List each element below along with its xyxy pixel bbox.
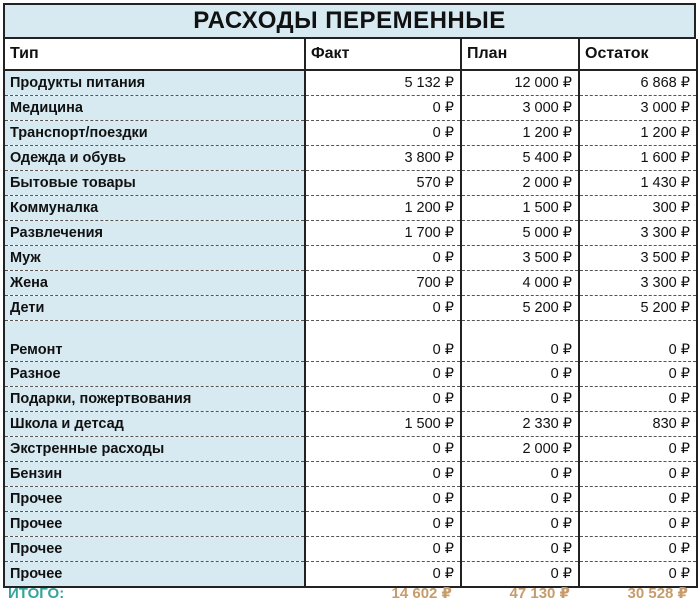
table-row (4, 221, 697, 246)
cell-fact[interactable]: 0 ₽ (305, 437, 461, 462)
expenses-table (3, 39, 698, 588)
table-row (4, 512, 697, 537)
cell-rest[interactable]: 0 ₽ (579, 537, 697, 562)
cell-rest[interactable]: 300 ₽ (579, 196, 697, 221)
cell-fact[interactable]: 1 200 ₽ (305, 196, 461, 221)
cell-fact[interactable]: 0 ₽ (305, 321, 461, 362)
total-label: ИТОГО: (8, 584, 65, 602)
cell-fact[interactable]: 5 132 ₽ (305, 70, 461, 96)
cell-rest[interactable]: 6 868 ₽ (579, 70, 697, 96)
table-row (4, 96, 697, 121)
cell-type[interactable]: Коммуналка (4, 196, 305, 221)
table-row (4, 296, 697, 321)
table-row (4, 146, 697, 171)
cell-type[interactable]: Прочее (4, 487, 305, 512)
cell-rest[interactable]: 0 ₽ (579, 462, 697, 487)
cell-rest[interactable]: 3 000 ₽ (579, 96, 697, 121)
table-row (4, 321, 697, 362)
cell-plan[interactable]: 1 500 ₽ (461, 196, 579, 221)
total-rest[interactable]: 30 528 ₽ (627, 585, 688, 602)
cell-fact[interactable]: 0 ₽ (305, 121, 461, 146)
cell-fact[interactable]: 0 ₽ (305, 96, 461, 121)
table-row (4, 437, 697, 462)
cell-plan[interactable]: 0 ₽ (461, 462, 579, 487)
cell-type[interactable]: Подарки, пожертвования (4, 387, 305, 412)
cell-plan[interactable]: 3 000 ₽ (461, 96, 579, 121)
cell-type[interactable]: Транспорт/поездки (4, 121, 305, 146)
cell-plan[interactable]: 0 ₽ (461, 512, 579, 537)
cell-fact[interactable]: 0 ₽ (305, 387, 461, 412)
cell-fact[interactable]: 1 500 ₽ (305, 412, 461, 437)
cell-plan[interactable]: 0 ₽ (461, 537, 579, 562)
cell-plan[interactable]: 12 000 ₽ (461, 70, 579, 96)
total-plan[interactable]: 47 130 ₽ (509, 585, 570, 602)
table-row (4, 246, 697, 271)
cell-rest[interactable]: 3 300 ₽ (579, 221, 697, 246)
cell-rest[interactable]: 1 600 ₽ (579, 146, 697, 171)
cell-fact[interactable]: 0 ₽ (305, 296, 461, 321)
cell-plan[interactable]: 0 ₽ (461, 387, 579, 412)
cell-type[interactable]: Экстренные расходы (4, 437, 305, 462)
table-row (4, 196, 697, 221)
cell-plan[interactable]: 3 500 ₽ (461, 246, 579, 271)
cell-rest[interactable]: 0 ₽ (579, 321, 697, 362)
table-row (4, 121, 697, 146)
sheet-title: РАСХОДЫ ПЕРЕМЕННЫЕ (3, 3, 696, 39)
cell-rest[interactable]: 3 300 ₽ (579, 271, 697, 296)
cell-plan[interactable]: 0 ₽ (461, 321, 579, 362)
cell-type[interactable]: Муж (4, 246, 305, 271)
cell-type[interactable]: Медицина (4, 96, 305, 121)
cell-plan[interactable]: 5 000 ₽ (461, 221, 579, 246)
table-row (4, 70, 697, 96)
column-header-type[interactable]: Тип (4, 39, 305, 70)
table-row (4, 271, 697, 296)
cell-fact[interactable]: 1 700 ₽ (305, 221, 461, 246)
cell-rest[interactable]: 0 ₽ (579, 487, 697, 512)
cell-plan[interactable]: 5 200 ₽ (461, 296, 579, 321)
cell-type[interactable]: Бензин (4, 462, 305, 487)
cell-type[interactable]: Прочее (4, 537, 305, 562)
cell-rest[interactable]: 0 ₽ (579, 437, 697, 462)
cell-rest[interactable]: 1 200 ₽ (579, 121, 697, 146)
cell-fact[interactable]: 0 ₽ (305, 512, 461, 537)
cell-fact[interactable]: 3 800 ₽ (305, 146, 461, 171)
table-row (4, 171, 697, 196)
cell-type[interactable]: Прочее (4, 562, 305, 588)
cell-plan[interactable]: 5 400 ₽ (461, 146, 579, 171)
cell-type[interactable]: Продукты питания (4, 70, 305, 96)
table-row (4, 537, 697, 562)
cell-plan[interactable]: 0 ₽ (461, 487, 579, 512)
cell-type[interactable]: Жена (4, 271, 305, 296)
cell-type[interactable]: Развлечения (4, 221, 305, 246)
table-row (4, 412, 697, 437)
cell-plan[interactable]: 0 ₽ (461, 562, 579, 588)
cell-rest[interactable]: 0 ₽ (579, 562, 697, 588)
cell-rest[interactable]: 3 500 ₽ (579, 246, 697, 271)
cell-rest[interactable]: 0 ₽ (579, 387, 697, 412)
cell-rest[interactable]: 5 200 ₽ (579, 296, 697, 321)
cell-plan[interactable]: 2 000 ₽ (461, 171, 579, 196)
cell-fact[interactable]: 0 ₽ (305, 362, 461, 387)
cell-plan[interactable]: 1 200 ₽ (461, 121, 579, 146)
cell-plan[interactable]: 4 000 ₽ (461, 271, 579, 296)
cell-plan[interactable]: 0 ₽ (461, 362, 579, 387)
cell-type[interactable]: Школа и детсад (4, 412, 305, 437)
cell-fact[interactable]: 570 ₽ (305, 171, 461, 196)
column-header-fact[interactable]: Факт (305, 39, 461, 70)
cell-rest[interactable]: 1 430 ₽ (579, 171, 697, 196)
cell-rest[interactable]: 0 ₽ (579, 512, 697, 537)
table-row (4, 362, 697, 387)
cell-type[interactable]: Бытовые товары (4, 171, 305, 196)
cell-plan[interactable]: 2 330 ₽ (461, 412, 579, 437)
cell-rest[interactable]: 0 ₽ (579, 362, 697, 387)
cell-type[interactable]: Разное (4, 362, 305, 387)
column-header-plan[interactable]: План (461, 39, 579, 70)
table-row (4, 462, 697, 487)
column-header-rest[interactable]: Остаток (579, 39, 697, 70)
cell-type[interactable]: Ремонт (4, 321, 305, 362)
table-row (4, 387, 697, 412)
cell-type[interactable]: Прочее (4, 512, 305, 537)
total-fact[interactable]: 14 602 ₽ (391, 585, 452, 602)
cell-fact[interactable]: 0 ₽ (305, 487, 461, 512)
cell-fact[interactable]: 0 ₽ (305, 462, 461, 487)
cell-fact[interactable]: 700 ₽ (305, 271, 461, 296)
total-row (3, 580, 696, 606)
cell-fact[interactable]: 0 ₽ (305, 562, 461, 588)
header-row (4, 39, 697, 70)
cell-type[interactable]: Дети (4, 296, 305, 321)
cell-rest[interactable]: 830 ₽ (579, 412, 697, 437)
cell-fact[interactable]: 0 ₽ (305, 537, 461, 562)
cell-plan[interactable]: 2 000 ₽ (461, 437, 579, 462)
cell-type[interactable]: Одежда и обувь (4, 146, 305, 171)
cell-fact[interactable]: 0 ₽ (305, 246, 461, 271)
table-row (4, 487, 697, 512)
